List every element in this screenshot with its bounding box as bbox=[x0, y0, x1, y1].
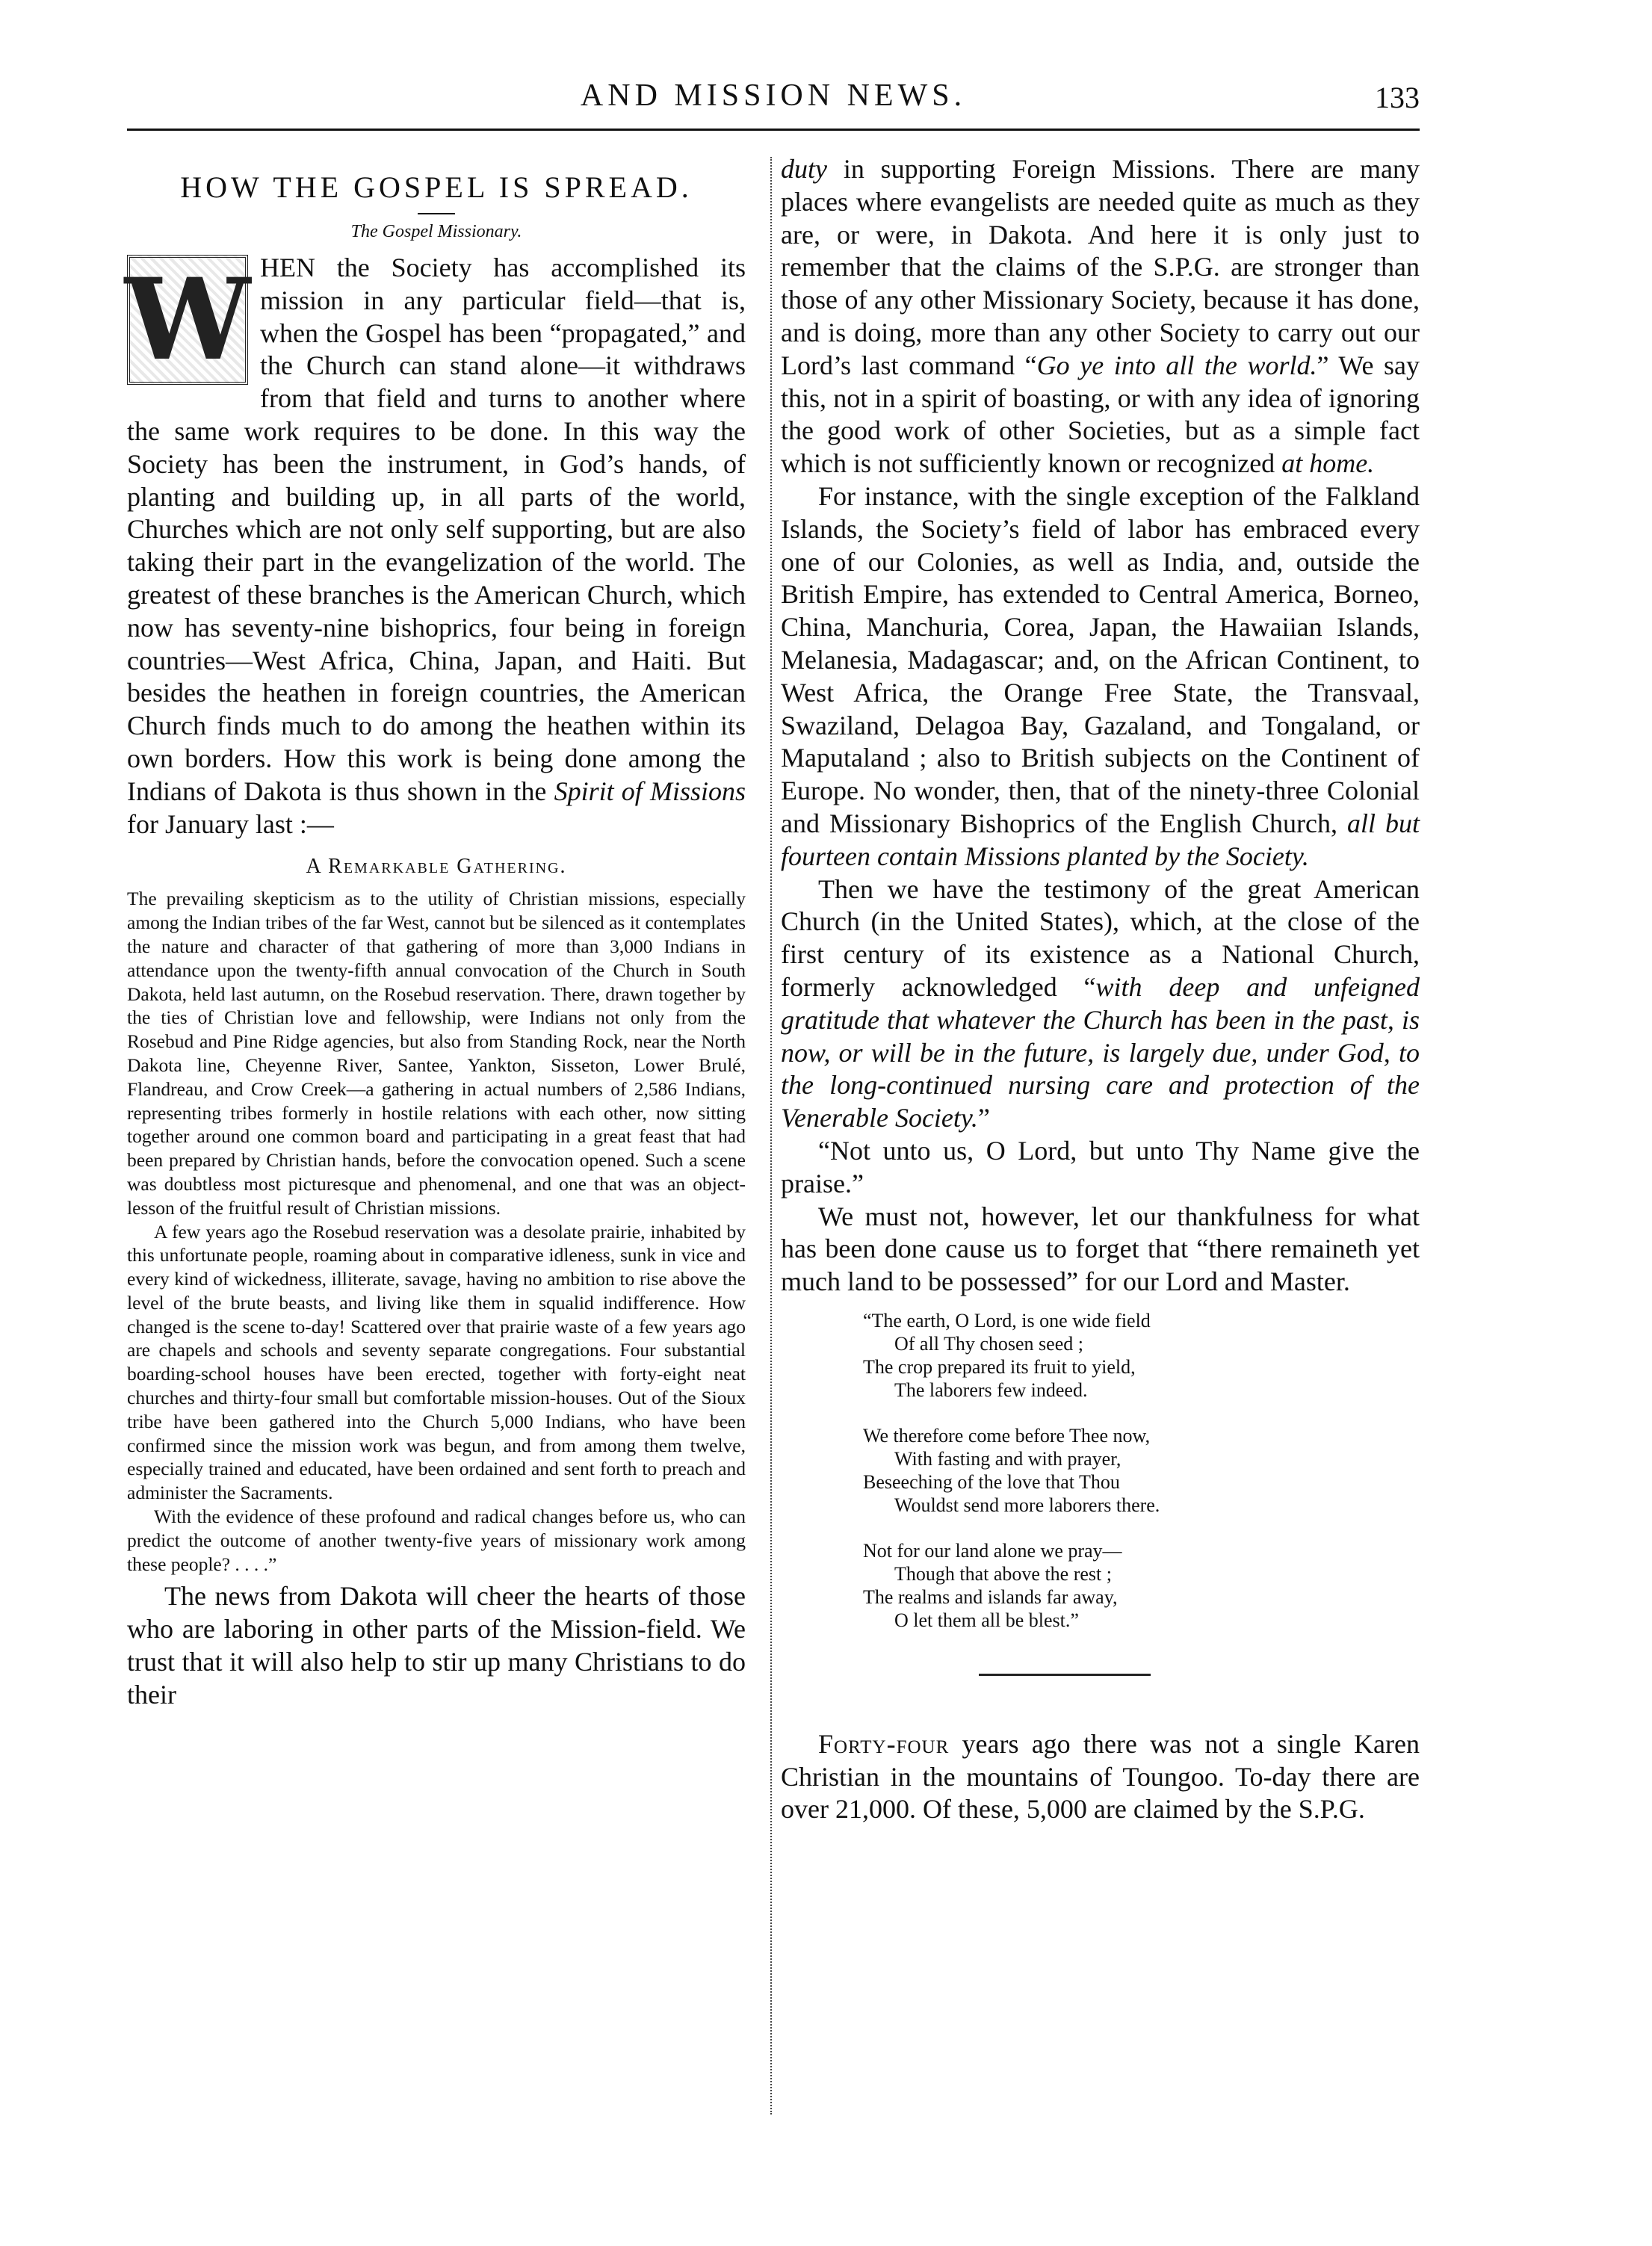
drop-cap-letter: W bbox=[124, 254, 251, 386]
poem-line: The laborers few indeed. bbox=[894, 1379, 1088, 1401]
left-column bbox=[124, 153, 746, 1712]
poem-line: O let them all be blest.” bbox=[894, 1609, 1079, 1631]
testimony-paragraph bbox=[781, 873, 1420, 1135]
at-home-italic: at home. bbox=[1281, 448, 1375, 479]
command-quote: Go ye into all the world. bbox=[1036, 350, 1317, 380]
poem-stanza bbox=[863, 1309, 1420, 1402]
karen-note bbox=[781, 1728, 1420, 1826]
hymn-poem bbox=[863, 1309, 1420, 1632]
poem-line: Not for our land alone we pray— bbox=[863, 1539, 1122, 1562]
duty-italic: duty bbox=[781, 154, 827, 184]
instance-paragraph bbox=[781, 480, 1420, 873]
quote-paragraph-1: The prevailing skepticism as to the utility of Christian missions, especially among the Indian tribes of the far West, cannot but be silenced as it contemplates the nature and character of that gathering of more than 3,000 Indians in attendance upon the twenty-fifth annual convocation of the Church in South Dakota, held last autumn, on the Rosebud reservation. There, drawn together by the ties of Christian love and fellowship, were Indians not only from the Rosebud and Pine Ridge agencies, but also from Standing Rock, near the North Dakota line, Cheyenne River, Santee, Yankton, Sisseton, Lower Brulé, Flandreau, and Crow Creek—a gathering in actual numbers of 2,586 Indians, representing tribes formerly in hostile relations with each other, now sitting together around one common board and participating in a great feast that had been prepared by Christian hands, before the convocation opened. Such a scene was doubtless most picturesque and phenomenal, and one that was an object-lesson of the fruitful result of Christian missions. bbox=[127, 888, 746, 1219]
note-text: years ago there was not a single Karen Christian in the mountains of Toungoo. To-day there are over 21,000. Of these, 5,000 are claimed by the S.P.G. bbox=[781, 1728, 1420, 1825]
news-text-3: ” We say this, not in a spirit of boasting, or with any idea of ignoring the good work of other Societies, but as a simple fact which is not sufficiently known or recognized bbox=[781, 350, 1420, 479]
poem-line: The crop prepared its fruit to yield, bbox=[863, 1355, 1136, 1378]
testimony-italic: with deep and unfeigned gratitude that whatever the Church has been in the past, is now, or will be in the future, is largely due, under God, to the long-continued nursing care and protection of the Venerable Society. bbox=[781, 971, 1420, 1133]
section-divider bbox=[979, 1674, 1151, 1676]
source-title: Spirit of Missions bbox=[554, 776, 746, 806]
news-text-2: in supporting Foreign Missions. There are many places where evangelists are needed quite as much as they are, or were, in Dakota. And here it is only just to remember that the claims of the S.P.G. are stronger than those of any other Missionary Society, because it has done, and is doing, more than any other Society to carry out our Lord’s last command “ bbox=[781, 154, 1420, 380]
poem-stanza bbox=[863, 1539, 1420, 1632]
instance-text: For instance, with the single exception of the Falkland Islands, the Society’s field of labor has embraced every one of our Colonies, as well as India, and, outside the British Empire, has extended to Central America, Borneo, China, Manchuria, Corea, Japan, the Hawaiian Islands, Melanesia, Madagascar; and, on the African Continent, to West Africa, the Orange Free State, the Transvaal, Swaziland, Delagoa Bay, Gazaland, and Tongaland, or Maputaland ; also to British subjects on the Continent of Europe. No wonder, then, that of the ninety-three Colonial and Missionary Bishoprics of the English Church, bbox=[781, 480, 1420, 838]
page-header bbox=[127, 75, 1420, 127]
poem-line: Though that above the rest ; bbox=[894, 1562, 1112, 1585]
poem-stanza bbox=[863, 1424, 1420, 1517]
poem-line: The realms and islands far away, bbox=[863, 1585, 1118, 1608]
column-divider bbox=[770, 157, 772, 2114]
news-text-1: The news from Dakota will cheer the hearts of those who are laboring in other parts of the Mission-field. We trust that it will also help to stir up many Christians to do their bbox=[127, 1581, 746, 1710]
poem-line: With fasting and with prayer, bbox=[894, 1447, 1122, 1470]
note-lead: Forty-four bbox=[818, 1728, 950, 1759]
poem-line: Beseeching of the love that Thou bbox=[863, 1470, 1120, 1493]
quote-subhead: A Remarkable Gathering. bbox=[306, 855, 567, 879]
news-paragraph bbox=[127, 1580, 746, 1711]
poem-line: Of all Thy chosen seed ; bbox=[894, 1332, 1083, 1355]
article-byline: The Gospel Missionary. bbox=[350, 222, 522, 241]
opening-end: for January last :— bbox=[127, 808, 334, 839]
header-rule bbox=[127, 129, 1420, 131]
poem-line: Wouldst send more laborers there. bbox=[894, 1494, 1160, 1516]
news-paragraph-continued bbox=[781, 153, 1420, 480]
article-title: HOW THE GOSPEL IS SPREAD. bbox=[180, 170, 693, 204]
thankful-paragraph: We must not, however, let our thankfulness for what has been done cause us to forget that “there remaineth yet much land to be possessed” for our Lord and Master. bbox=[781, 1201, 1420, 1297]
right-column bbox=[781, 153, 1420, 1826]
opening-paragraph-block bbox=[124, 252, 746, 841]
praise-paragraph: “Not unto us, O Lord, but unto Thy Name give the praise.” bbox=[781, 1135, 1420, 1198]
quote-paragraph-3: With the evidence of these profound and radical changes before us, who can predict the outcome of another twenty-five years of missionary work among these people? . . . .” bbox=[127, 1506, 746, 1575]
testimony-text: Then we have the testimony of the great American Church (in the United States), which, at the close of the first century of its existence as a National Church, formerly acknowledged “ bbox=[781, 873, 1420, 1002]
testimony-end: ” bbox=[977, 1103, 990, 1133]
running-title: AND MISSION NEWS. bbox=[580, 78, 967, 113]
instance-italic: all but fourteen contain Missions planted by the Society. bbox=[781, 808, 1420, 871]
quote-paragraph-2: A few years ago the Rosebud reservation was a desolate prairie, inhabited by this unfortunate people, roaming about in comparative idleness, sunk in vice and every kind of wickedness, illiterate, savage, having no ambition to rise above the level of the brute beasts, and living like them in squalid indifference. How changed is the scene to-day! Scattered over that prairie waste of a few years ago are chapels and schools and seventy separate congregations. Four substantial boarding-school houses have been erected, together with forty-eight neat churches and thirty-four small but comfortable mission-houses. Out of the Sioux tribe have been gathered into the Church 5,000 Indians, who have been confirmed since the mission work was begun, and from among them twelve, especially trained and educated, have been ordained and sent forth to preach and administer the Sacraments. bbox=[127, 1220, 746, 1504]
title-rule bbox=[418, 213, 455, 214]
poem-line: We therefore come before Thee now, bbox=[863, 1424, 1151, 1447]
page-number: 133 bbox=[1375, 81, 1420, 114]
poem-line: “The earth, O Lord, is one wide field bbox=[863, 1309, 1151, 1331]
opening-text: HEN the Society has accomplished its mission in any particular field—that is, when the Gospel has been “propagated,” and the Church can stand alone—it withdraws from that field and turns to another where the same work requires to be done. In this way the Society has been the instrument, in God’s hands, of planting and building up, in all parts of the world, Churches which are not only self supporting, but are also taking their part in the evangelization of the world. The greatest of these branches is the American Church, which now has seventy-nine bishoprics, four being in foreign countries—West Africa, China, Japan, and Haiti. But besides the heathen in foreign countries, the American Church finds much to do among the heathen within its own borders. How this work is being done among the Indians of Dakota is thus shown in the bbox=[127, 253, 746, 806]
drop-cap-ornament bbox=[124, 254, 251, 386]
